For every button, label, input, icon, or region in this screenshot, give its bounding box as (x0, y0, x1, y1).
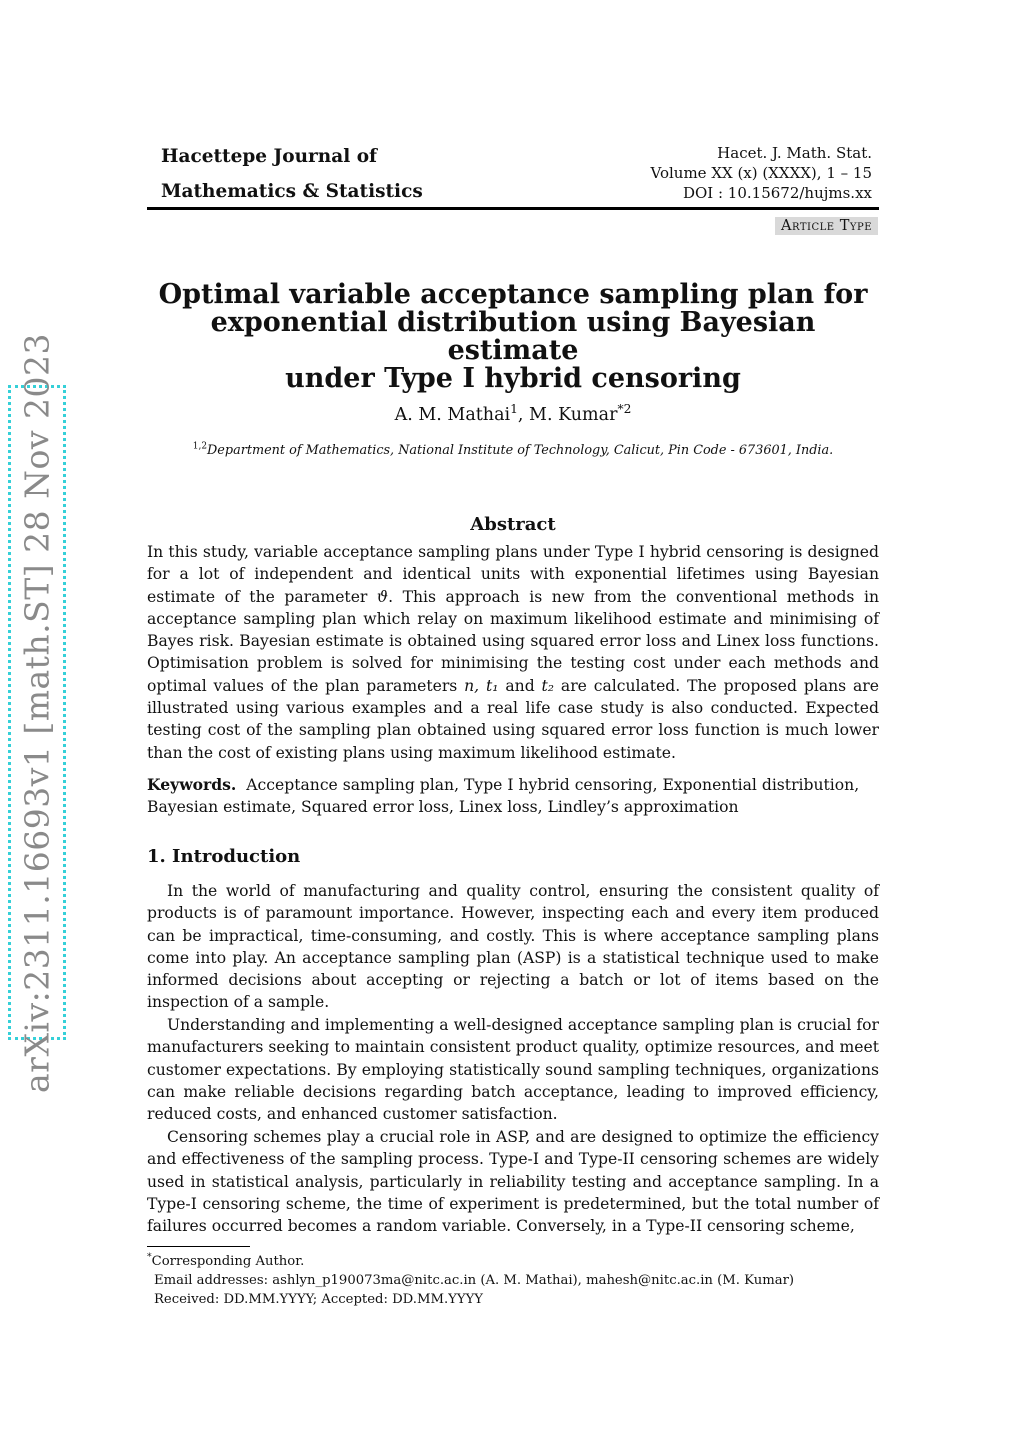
title-line-2: exponential distribution using Bayesian estimate (210, 307, 816, 366)
corresponding-sup: * (147, 1251, 152, 1263)
article-type-badge: Article Type (775, 217, 878, 235)
footnote-rule (147, 1246, 250, 1247)
param-t2: t₂ (541, 676, 555, 695)
affiliation (147, 443, 879, 458)
journal-volume: Volume XX (x) (XXXX), 1 – 15 (650, 164, 872, 182)
footnote-corresponding (147, 1252, 304, 1271)
abstract-text-c: are calculated. The proposed plans are illustrated using various examples and a real life case study is also conducted. Expected testing cost of the sampling plan obtained using squared error loss function is much lower than the cost of existing plans using maximum likelihood estimate. (147, 676, 879, 762)
affiliation-text: Department of Mathematics, National Institute of Technology, Calicut, Pin Code - 673601, India. (207, 443, 834, 458)
arxiv-stamp (8, 332, 66, 1093)
abstract-text-b: . This approach is new from the conventional methods in acceptance sampling plan which relay on maximum likelihood estimate and minimising of Bayes risk. Bayesian estimate is obtained using squared error loss and Linex loss functions. Optimisation problem is solved for minimising the testing cost under each methods and optimal values of the plan parameters (147, 587, 879, 695)
author-list (147, 402, 879, 425)
theta-symbol: ϑ (376, 587, 389, 606)
intro-paragraph-2: Understanding and implementing a well-designed acceptance sampling plan is crucial for manufacturers seeking to maintain consistent product quality, optimize resources, and meet customer expectations. By employing statistically sound sampling techniques, organizations can make reliable decisions regarding batch acceptance, leading to improved efficiency, reduced costs, and enhanced customer satisfaction. (147, 1016, 879, 1124)
paper-title (147, 281, 879, 393)
keywords-label: Keywords. (147, 775, 237, 794)
author-2-sup: *2 (617, 402, 632, 417)
journal-abbrev: Hacet. J. Math. Stat. (717, 144, 872, 162)
title-line-3: under Type I hybrid censoring (285, 363, 741, 394)
title-line-1: Optimal variable acceptance sampling plan for (158, 279, 868, 310)
author-separator: , (517, 405, 530, 425)
author-2: M. Kumar (529, 405, 618, 425)
keywords-text: Acceptance sampling plan, Type I hybrid censoring, Exponential distribution, Bayesian estimate, Squared error loss, Linex loss, Lindley’s approximation (147, 776, 860, 817)
journal-name-line2: Mathematics & Statistics (161, 181, 423, 202)
affiliation-sup: 1,2 (192, 441, 208, 452)
abstract-body (147, 541, 879, 764)
abstract-heading: Abstract (470, 514, 556, 535)
section-heading-introduction: 1. Introduction (147, 846, 301, 867)
journal-name-line1: Hacettepe Journal of (161, 146, 378, 167)
footnote-dates: Received: DD.MM.YYYY; Accepted: DD.MM.YYYY (154, 1292, 483, 1307)
intro-paragraph-1: In the world of manufacturing and quality control, ensuring the consistent quality of products is of paramount importance. However, inspecting each and every item produced can be impractical, time-consuming, and costly. This is where acceptance sampling plans come into play. An acceptance sampling plan (ASP) is a statistical technique used to make informed decisions about accepting or rejecting a batch or lot of items based on the inspection of a sample. (147, 882, 879, 1012)
author-1: A. M. Mathai (394, 405, 511, 425)
keywords (147, 774, 879, 819)
abstract-text-a: In this study, variable acceptance sampling plans under Type I hybrid censoring is designed for a lot of independent and identical units with exponential lifetimes using Bayesian estimate of the parameter (147, 543, 879, 606)
footnote-email: Email addresses: ashlyn_p190073ma@nitc.ac.in (A. M. Mathai), mahesh@nitc.ac.in (M. Kumar) (154, 1273, 795, 1288)
header-rule (147, 207, 879, 210)
corresponding-text: Corresponding Author. (151, 1254, 305, 1269)
arxiv-id: arXiv:2311.16693v1 [math.ST] 28 Nov 2023 (17, 332, 57, 1093)
author-1-sup: 1 (510, 402, 518, 417)
and-word: and (498, 676, 542, 695)
journal-meta (651, 143, 873, 203)
plan-params: n, t₁ (464, 676, 499, 695)
intro-paragraph-3: Censoring schemes play a crucial role in ASP, and are designed to optimize the efficiency and effectiveness of the sampling process. Type-I and Type-II censoring schemes are widely used in statistical analysis, particularly in reliability testing and acceptance sampling. In a Type-I censoring scheme, the time of experiment is predetermined, but the total number of failures occurred becomes a random variable. Conversely, in a Type-II censoring scheme, (147, 1128, 879, 1236)
journal-doi: DOI : 10.15672/hujms.xx (682, 184, 872, 202)
